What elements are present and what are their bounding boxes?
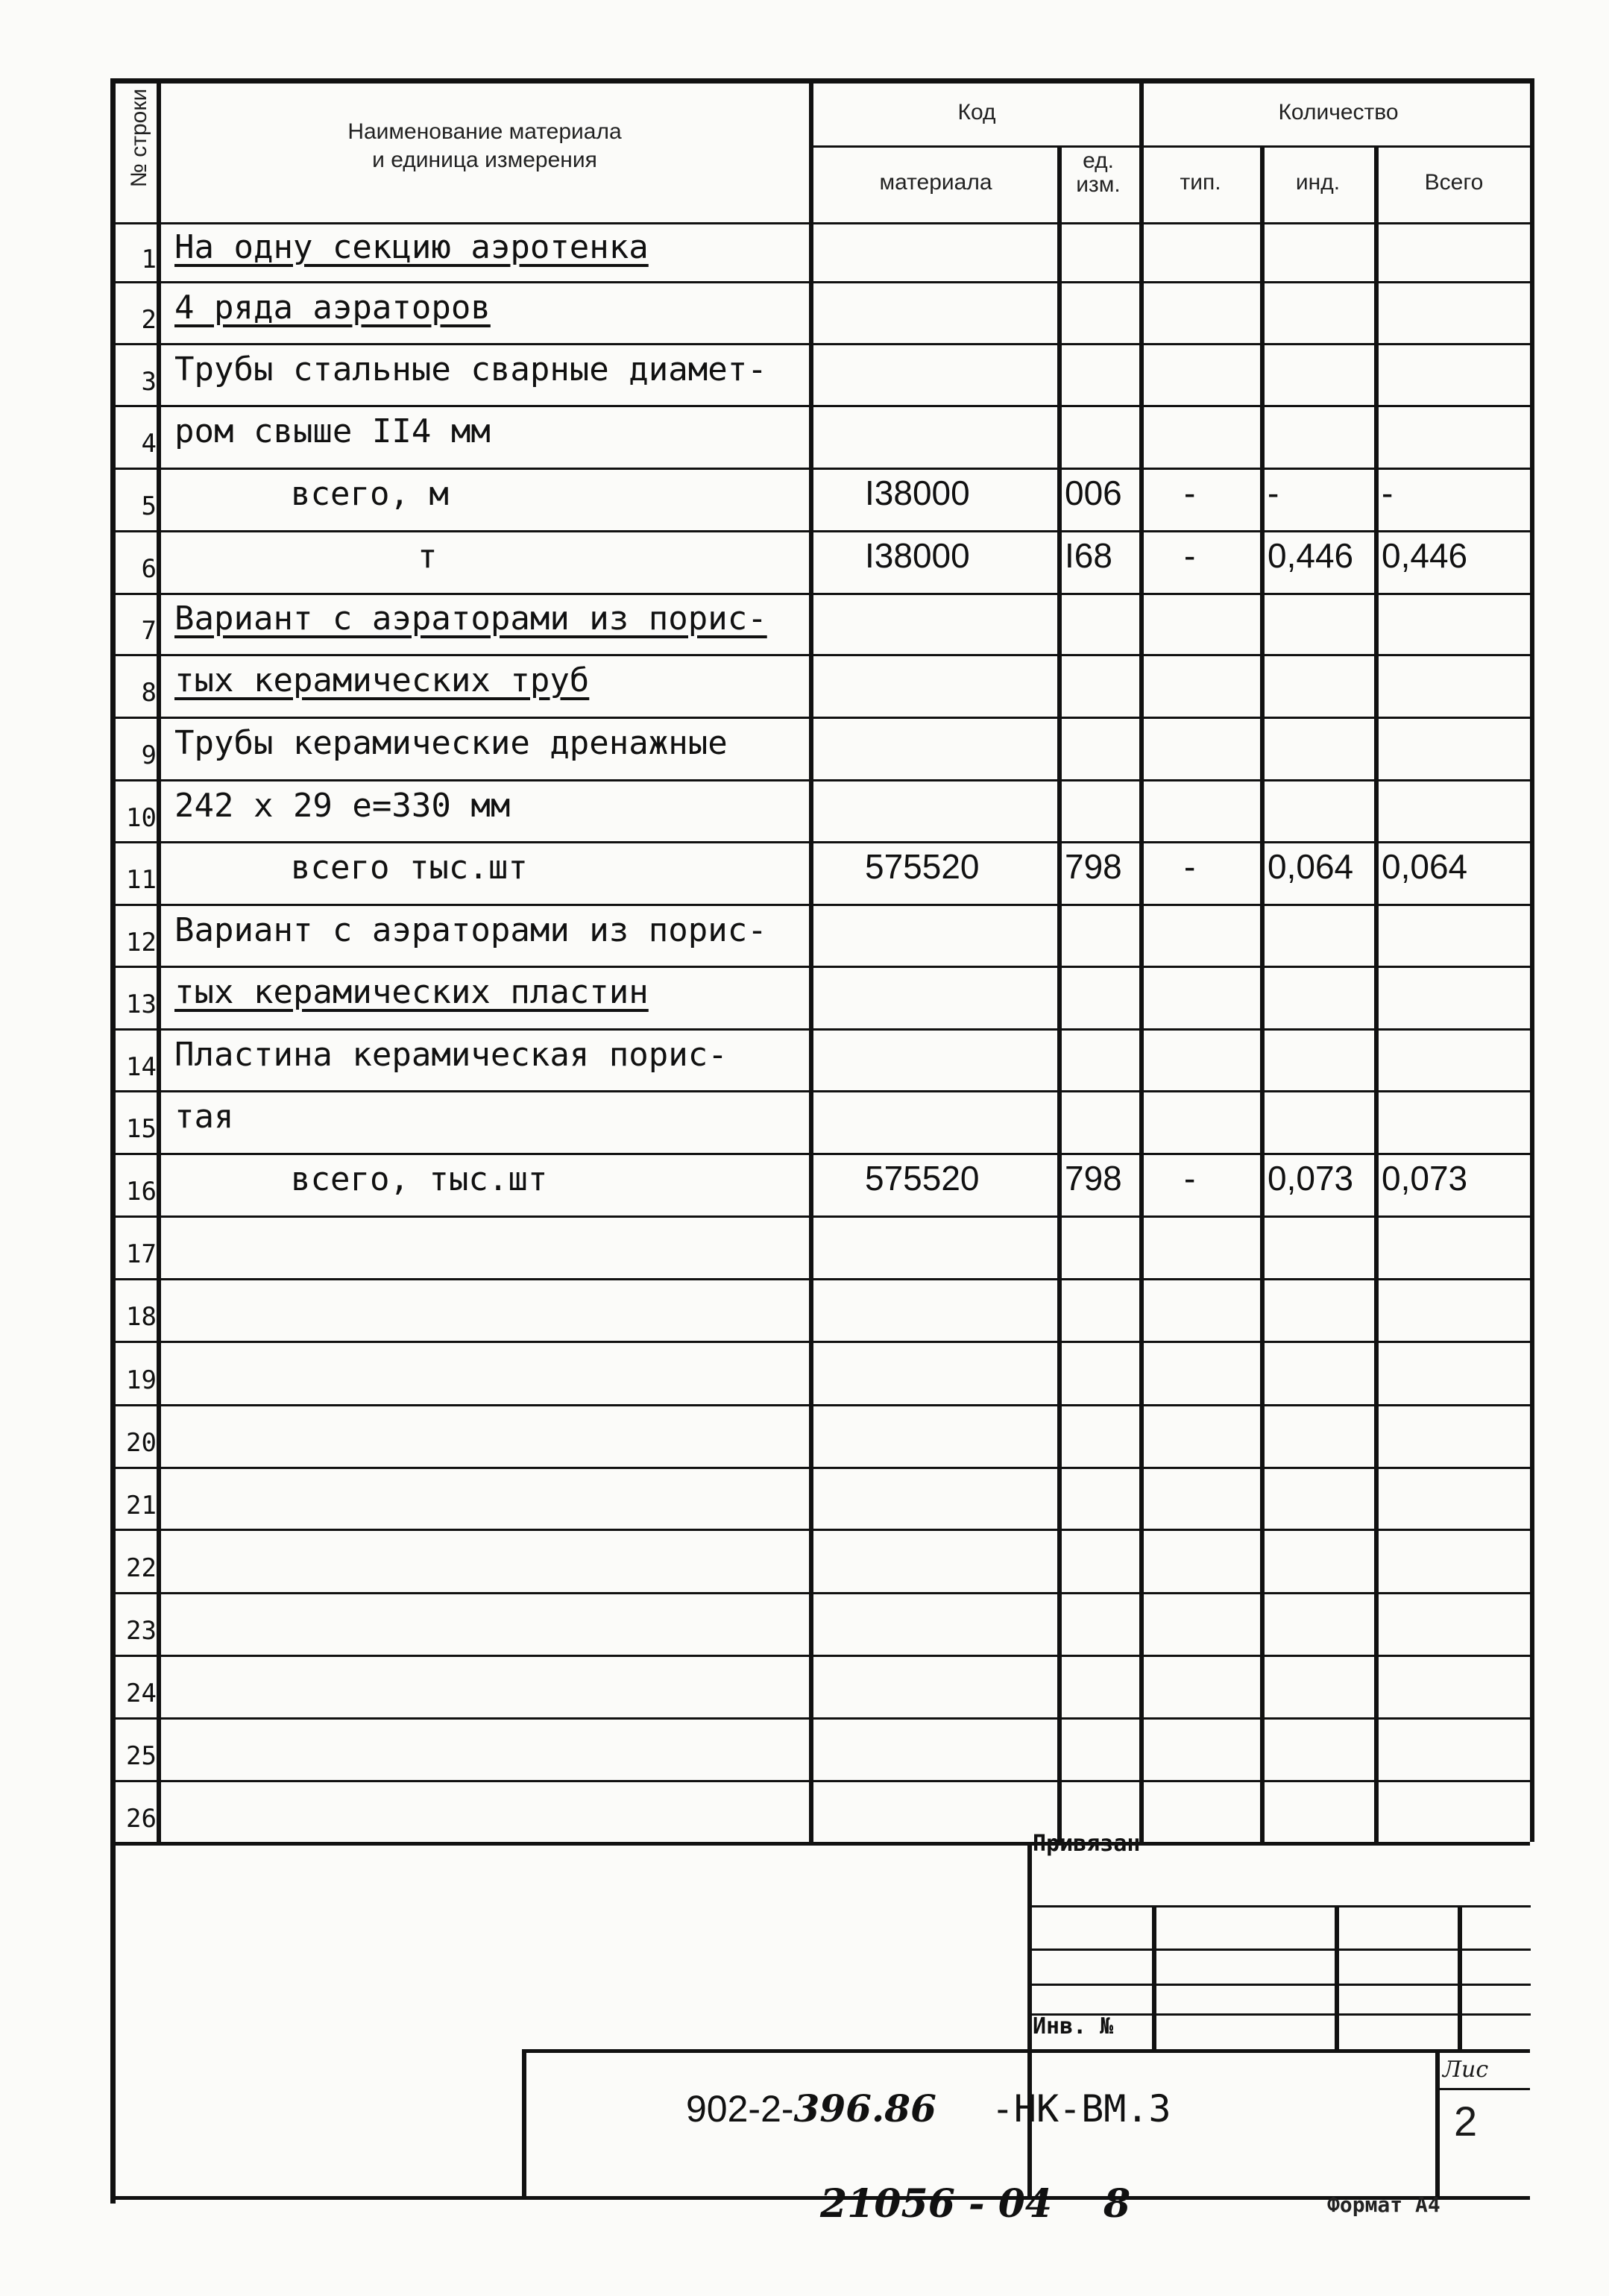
material-code: 575520: [865, 847, 980, 886]
material-name: всего тыс.шт: [291, 849, 528, 887]
material-name: На одну секцию аэротенка: [174, 227, 649, 266]
material-name: Трубы керамические дренажные: [174, 724, 728, 762]
row-number: 19: [126, 1365, 157, 1395]
quantity-total: 0,446: [1382, 536, 1468, 575]
code-header: Код: [957, 100, 996, 125]
row-number: 24: [126, 1679, 157, 1708]
privyazan-label: Привязан: [1033, 1831, 1141, 1857]
grid-hline: [522, 2049, 1530, 2053]
quantity-header: Количество: [1278, 100, 1399, 125]
material-name: всего, тыс.шт: [291, 1160, 548, 1198]
unit-code-header: ед. изм.: [1076, 148, 1121, 197]
material-name: ром свыше II4 мм: [174, 412, 491, 450]
grid-vline: [1530, 78, 1534, 1842]
row-number: 12: [126, 927, 157, 957]
row-number: 13: [126, 990, 157, 1019]
unit-code: 798: [1065, 1159, 1122, 1198]
name-column-header: Наименование материала и единица измерения: [347, 119, 622, 172]
grid-vline: [1027, 1842, 1032, 2200]
row-number: 3: [141, 366, 157, 397]
row-number: 4: [141, 429, 157, 459]
material-name: т: [418, 538, 438, 576]
grid-vline: [809, 78, 813, 1842]
row-number: 26: [126, 1803, 157, 1834]
document-suffix: -НК-ВМ.3: [991, 2087, 1171, 2130]
row-number: 16: [126, 1177, 157, 1207]
grid-vline: [522, 2049, 526, 2198]
archive-stamp: 21056 - 04: [820, 2181, 1053, 2227]
material-name: Пластина керамическая порис-: [174, 1035, 728, 1074]
material-code-header: материала: [879, 170, 992, 195]
row-number-header: № строки: [127, 88, 151, 188]
grid-hline: [110, 1278, 1530, 1280]
type-header: тип.: [1180, 170, 1221, 195]
material-name: 4 ряда аэраторов: [174, 288, 491, 327]
grid-hline: [110, 1028, 1530, 1031]
material-name: 242 x 29 e=330 мм: [174, 786, 511, 825]
document-number: [686, 2086, 1171, 2130]
grid-hline: [110, 343, 1530, 345]
grid-hline: [110, 1717, 1530, 1720]
quantity-ind: 0,446: [1268, 536, 1354, 575]
document-number-print: 902-2-: [686, 2088, 794, 2130]
grid-hline: [110, 841, 1530, 843]
table-frame: [110, 78, 1533, 2204]
ind-header: инд.: [1295, 170, 1341, 195]
grid-hline: [110, 1842, 1530, 1846]
row-number: 17: [126, 1239, 157, 1269]
grid-vline: [1057, 145, 1062, 1842]
grid-hline: [110, 1215, 1530, 1218]
grid-vline: [1152, 1905, 1156, 2051]
row-number: 21: [126, 1490, 157, 1520]
grid-hline: [110, 222, 1530, 224]
grid-hline: [110, 966, 1530, 968]
material-name: тых керамических труб: [174, 661, 590, 699]
grid-hline: [110, 1090, 1530, 1092]
row-number: 6: [141, 554, 157, 584]
grid-hline: [1435, 2088, 1530, 2090]
quantity-ind: 0,064: [1268, 847, 1354, 886]
grid-hline: [1027, 1905, 1531, 1907]
grid-hline: [110, 593, 1530, 595]
grid-hline: [110, 1467, 1530, 1469]
grid-vline: [157, 78, 161, 1842]
grid-hline: [110, 1529, 1530, 1531]
row-number: 2: [141, 304, 157, 335]
sheet-number: 2: [1454, 2098, 1478, 2145]
row-number: 20: [126, 1428, 157, 1458]
grid-hline: [110, 468, 1530, 470]
grid-hline: [110, 904, 1530, 906]
quantity-type: -: [1184, 847, 1196, 886]
row-number: 25: [126, 1741, 157, 1771]
grid-vline: [1139, 78, 1144, 1842]
grid-vline: [1435, 2049, 1440, 2198]
archive-stamp-number: 8: [1103, 2181, 1131, 2227]
grid-hline: [809, 145, 1530, 148]
row-number: 9: [141, 740, 157, 770]
row-number: 8: [141, 678, 157, 708]
material-name: Вариант с аэраторами из порис-: [174, 910, 767, 949]
format-label: Формат А4: [1327, 2192, 1440, 2217]
quantity-total: 0,073: [1382, 1159, 1468, 1198]
material-name: тая: [174, 1098, 234, 1136]
grid-hline: [110, 405, 1530, 407]
quantity-ind: -: [1268, 474, 1279, 512]
row-number: 1: [141, 244, 157, 274]
row-number: 5: [141, 491, 157, 521]
grid-hline: [1027, 1984, 1531, 1986]
grid-hline: [110, 717, 1530, 719]
grid-hline: [110, 1780, 1530, 1782]
grid-hline: [1027, 1949, 1531, 1951]
grid-hline: [110, 1153, 1530, 1155]
row-number: 18: [126, 1302, 157, 1332]
grid-hline: [110, 530, 1530, 532]
grid-hline: [110, 1655, 1530, 1657]
grid-hline: [110, 1404, 1530, 1406]
row-number: 7: [141, 616, 157, 646]
quantity-ind: 0,073: [1268, 1159, 1354, 1198]
grid-hline: [110, 779, 1530, 781]
unit-code: 798: [1065, 847, 1122, 886]
unit-code: I68: [1065, 536, 1112, 575]
sheet-label: Лис: [1443, 2057, 1489, 2083]
material-code: 575520: [865, 1159, 980, 1198]
material-code: I38000: [865, 474, 970, 512]
material-name: всего, м: [291, 475, 449, 513]
row-number: 14: [126, 1051, 157, 1082]
quantity-type: -: [1184, 536, 1196, 575]
unit-code: 006: [1065, 474, 1122, 512]
grid-vline: [1458, 1905, 1462, 2051]
material-name: тых керамических пластин: [174, 973, 649, 1011]
grid-vline: [1260, 145, 1265, 1842]
quantity-total: -: [1382, 474, 1394, 512]
grid-hline: [110, 281, 1530, 283]
row-number: 11: [126, 865, 157, 895]
quantity-type: -: [1184, 1159, 1196, 1198]
grid-hline: [110, 1592, 1530, 1594]
material-code: I38000: [865, 536, 970, 575]
material-name: Вариант с аэраторами из порис-: [174, 600, 767, 638]
row-number: 15: [126, 1114, 157, 1144]
row-number: 23: [126, 1616, 157, 1646]
grid-hline: [110, 654, 1530, 656]
quantity-type: -: [1184, 474, 1196, 512]
material-name: Трубы стальные сварные диамет-: [174, 350, 767, 389]
grid-hline: [110, 1341, 1530, 1343]
document-number-handwritten: 396.86: [793, 2086, 936, 2130]
inventory-number-label: Инв. №: [1033, 2013, 1114, 2039]
grid-vline: [1335, 1905, 1339, 2051]
row-number: 10: [126, 802, 157, 833]
total-header: Всего: [1424, 170, 1484, 195]
quantity-total: 0,064: [1382, 847, 1468, 886]
grid-vline: [1374, 145, 1379, 1842]
row-number: 22: [126, 1553, 157, 1583]
